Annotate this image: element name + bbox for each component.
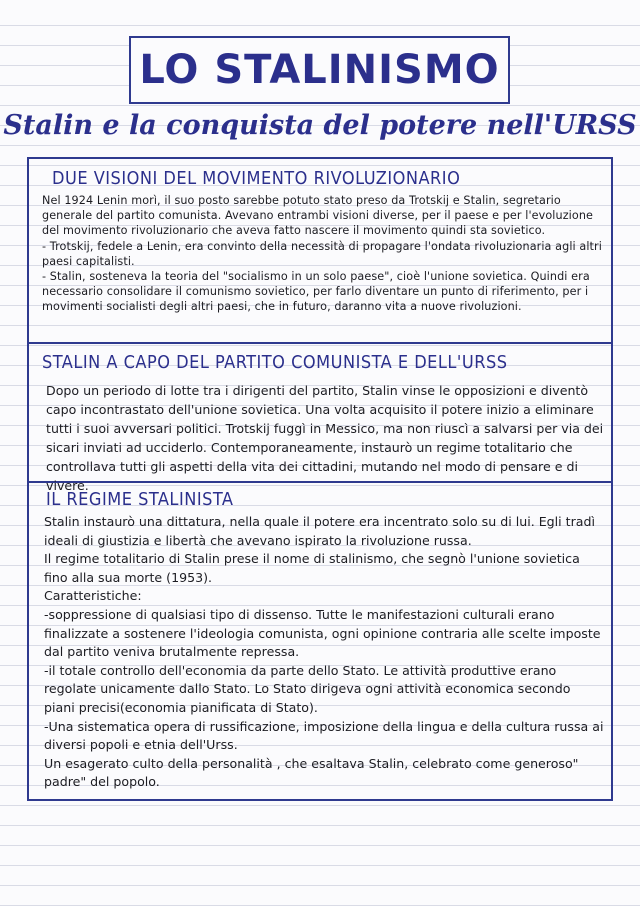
page-title: LO STALINISMO <box>139 47 500 93</box>
paragraph: Un esagerato culto della personalità , che esaltava Stalin, celebrato come generoso" padre" del popolo. <box>44 755 579 790</box>
paragraph: Stalin instaurò una dittatura, nella quale il potere era incentrato solo su di lui. Egli tradì ideali di giustizia e libertà che avevano ispirato la rivoluzione russa. <box>44 514 595 548</box>
section-heading: IL REGIME STALINISTA <box>46 489 234 510</box>
list-item: -Una sistematica opera di russificazione, imposizione della lingua e della cultura russa ai diversi popoli e etnia dell'Urss. <box>44 718 604 753</box>
paragraph: Il regime totalitario di Stalin prese il nome di stalinismo, che segnò l'unione sovietica fino alla sua morte (1953). <box>44 551 580 585</box>
paragraph: - Stalin, sosteneva la teoria del "socialismo in un solo paese", cioè l'unione sovietica. Quindi era necessario consolidare il comunismo sovietico, per farlo diventare un punto di riferimento, per i movimenti socialisti degli altri paesi, che in futuro, daranno vita a nuove rivoluzioni. <box>42 270 590 314</box>
list-item: -soppressione di qualsiasi tipo di dissenso. Tutte le manifestazioni culturali erano finalizzate a sostenere l'ideologia comunista, ogni opinione contraria alle scelte imposte dal partito veniva brutalmente repressa. <box>44 606 601 660</box>
paragraph: Caratteristiche: <box>44 588 142 604</box>
paragraph: Nel 1924 Lenin morì, il suo posto sarebbe potuto stato preso da Trotskij e Stalin, segretario generale del partito comunista. Avevano entrambi visioni diverse, per il paese e per l'evoluzione del movimento rivoluzionario che aveva fatto nascere il movimento quindi sta sovietico. <box>42 194 593 238</box>
section-divider <box>27 342 613 344</box>
section-regime-stalinista <box>42 489 604 792</box>
title-box <box>129 36 510 104</box>
page-subtitle: Stalin e la conquista del potere nell'URSS <box>3 110 637 141</box>
list-item: -il totale controllo dell'economia da parte dello Stato. Le attività produttive erano regolate unicamente dallo Stato. Lo Stato dirigeva ogni attività economica secondo piani precisi(economia pianificata di Stato). <box>44 662 571 715</box>
section-heading: DUE VISIONI DEL MOVIMENTO RIVOLUZIONARIO <box>52 168 461 189</box>
paragraph: Dopo un periodo di lotte tra i dirigenti del partito, Stalin vinse le opposizioni e diventò capo incontrastato dell'unione sovietica. Una volta acquisito il potere inizio a eliminare tutti i suoi avversari politici. Trotskij fuggì in Messico, ma non riuscì a salvarsi per via dei sicari inviati ad ucciderlo. Contemporaneamente, instaurò un regime totalitario che controllava tutti gli aspetti della vita dei cittadini, mutando nel modo di pensare e di vivere. <box>46 383 604 493</box>
paragraph: - Trotskij, fedele a Lenin, era convinto della necessità di propagare l'ondata rivoluzionaria agli altri paesi capitalisti. <box>42 239 602 268</box>
section-stalin-a-capo <box>42 352 604 495</box>
section-due-visioni <box>42 168 604 315</box>
section-heading: STALIN A CAPO DEL PARTITO COMUNISTA E DELL'URSS <box>42 352 508 373</box>
